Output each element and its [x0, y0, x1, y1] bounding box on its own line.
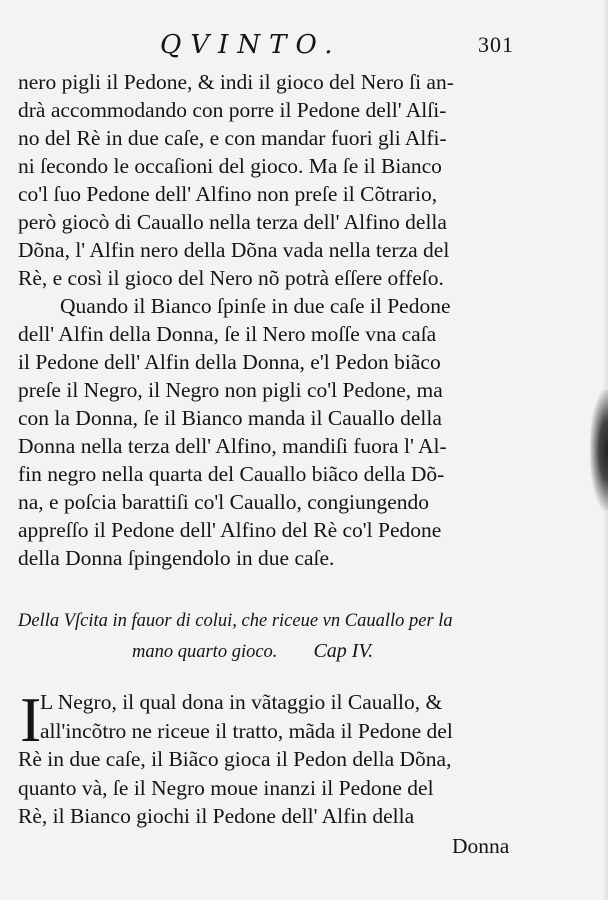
page-edge-shadow	[590, 390, 608, 510]
text-line: fin negro nella quarta del Cauallo biãco della Dõ-	[18, 462, 445, 486]
chapter-heading-text: mano quarto gioco.	[132, 642, 278, 662]
text-line: no del Rè in due caſe, e con mandar fuori gli Alfi-	[18, 126, 447, 150]
text-line: preſe il Negro, il Negro non pigli co'l Pedone, ma	[18, 378, 443, 402]
text-line: drà accommodando con porre il Pedone dell' Alſi-	[18, 98, 447, 122]
text-line: appreſſo il Pedone dell' Alfino del Rè co'l Pedone	[18, 518, 442, 542]
chapter-number: Cap IV.	[313, 640, 374, 662]
text-line: con la Donna, ſe il Bianco manda il Cauallo della	[18, 406, 442, 430]
body-text	[18, 68, 578, 572]
text-line: quanto và, ſe il Negro moue inanzi il Pedone del	[18, 775, 434, 800]
text-line: na, e poſcia barattiſi co'l Cauallo, congiungendo	[18, 490, 430, 514]
text-line: il Pedone dell' Alfin della Donna, e'l Pedon biãco	[18, 350, 441, 374]
text-line: però giocò di Cauallo nella terza dell' Alfino della	[18, 210, 447, 234]
chapter-heading-line	[18, 636, 578, 666]
text-line: Quando il Bianco ſpinſe in due caſe il Pedone	[60, 294, 451, 318]
text-line: nero pigli il Pedone, & indi il gioco del Nero ſi an-	[18, 70, 454, 94]
chapter-heading	[18, 606, 578, 666]
text-line: L Negro, il qual dona in vãtaggio il Cauallo, &	[40, 690, 443, 714]
text-line: Donna nella terza dell' Alfino, mandiſi fuora l' Al-	[18, 434, 447, 458]
page-number: 301	[478, 32, 514, 57]
text-line: della Donna ſpingendolo in due caſe.	[18, 546, 335, 570]
chapter-body	[18, 684, 578, 831]
text-line: Rè in due caſe, il Biãco gioca il Pedon della Dõna,	[18, 747, 452, 771]
text-line: dell' Alfin della Donna, ſe il Nero moſſe vna caſa	[18, 322, 437, 346]
text-line: ni ſecondo le occaſioni del gioco. Ma ſe il Bianco	[18, 154, 442, 178]
text-line: Rè, e così il gioco del Nero nõ potrà eſſere offeſo.	[18, 266, 444, 290]
text-line: co'l ſuo Pedone dell' Alfino non preſe il Cõtrario,	[18, 182, 438, 206]
page-header	[0, 28, 608, 62]
catchword: Donna	[452, 834, 510, 858]
drop-cap: I	[20, 684, 42, 755]
running-title: QVINTO.	[160, 30, 342, 60]
chapter-heading-line: Della Vſcita in fauor di colui, che riceue vn Cauallo per la	[18, 611, 453, 631]
text-line: Dõna, l' Alfin nero della Dõna vada nella terza del	[18, 238, 450, 262]
text-line: all'incõtro ne riceue il tratto, mãda il Pedone del	[40, 718, 453, 743]
text-line: Rè, il Bianco giochi il Pedone dell' Alfin della	[18, 804, 415, 828]
